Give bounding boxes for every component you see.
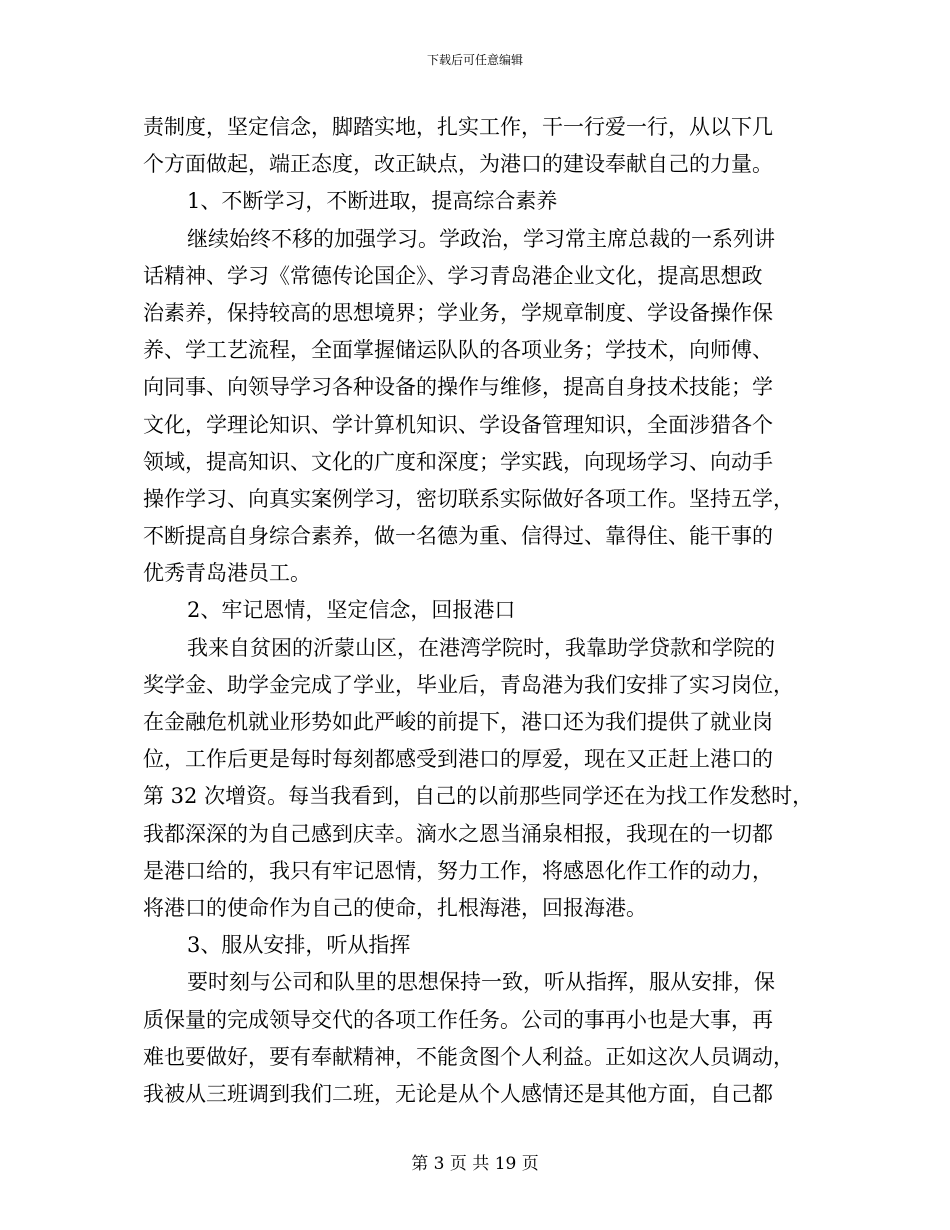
text-line: 质保量的完成领导交代的各项工作任务。公司的事再小也是大事，再 bbox=[143, 1007, 773, 1032]
text-line: 我被从三班调到我们二班，无论是从个人感情还是其他方面，自己都 bbox=[143, 1081, 773, 1106]
text-line: 在金融危机就业形势如此严峻的前提下，港口还为我们提供了就业岗 bbox=[143, 710, 773, 734]
page-footer: 第 3 页 共 19 页 bbox=[411, 1154, 539, 1174]
text-line: 第 32 次增资。每当我看到，自己的以前那些同学还在为找工作发愁时， bbox=[143, 784, 814, 809]
text-line: 我都深深的为自己感到庆幸。滴水之恩当涌泉相报，我现在的一切都 bbox=[143, 821, 773, 846]
page-header: 下载后可任意编辑 bbox=[426, 53, 523, 67]
text-line: 不断提高自身综合素养，做一名德为重、信得过、靠得住、能干事的 bbox=[143, 524, 773, 549]
text-line: 2、牢记恩情，坚定信念，回报港口 bbox=[187, 598, 516, 623]
text-line: 要时刻与公司和队里的思想保持一致，听从指挥，服从安排，保 bbox=[187, 970, 775, 995]
text-line: 位，工作后更是每时每刻都感受到港口的厚爱，现在又正赶上港口的 bbox=[143, 747, 773, 772]
text-line: 3、服从安排，听从指挥 bbox=[187, 933, 411, 958]
text-line: 领域，提高知识、文化的广度和深度；学实践，向现场学习、向动手 bbox=[143, 449, 773, 474]
text-line: 责制度，坚定信念，脚踏实地，扎实工作，干一行爱一行，从以下几 bbox=[143, 115, 773, 139]
text-line: 我来自贫困的沂蒙山区，在港湾学院时，我靠助学贷款和学院的 bbox=[187, 635, 775, 660]
text-line: 是港口给的，我只有牢记恩情，努力工作，将感恩化作工作的动力， bbox=[143, 858, 773, 883]
text-line: 治素养，保持较高的思想境界；学业务，学规章制度、学设备操作保 bbox=[143, 300, 773, 325]
text-line: 养、学工艺流程，全面掌握储运队队的各项业务；学技术，向师傅、 bbox=[143, 338, 773, 363]
text-line: 优秀青岛港员工。 bbox=[143, 561, 311, 586]
text-line: 文化，学理论知识、学计算机知识、学设备管理知识，全面涉猎各个 bbox=[143, 412, 773, 437]
text-line: 奖学金、助学金完成了学业，毕业后，青岛港为我们安排了实习岗位， bbox=[143, 672, 794, 697]
text-line: 个方面做起，端正态度，改正缺点，为港口的建设奉献自己的力量。 bbox=[143, 152, 773, 177]
text-line: 难也要做好，要有奉献精神，不能贪图个人利益。正如这次人员调动， bbox=[143, 1044, 794, 1069]
text-line: 话精神、学习《常德传论国企》、学习青岛港企业文化，提高思想政 bbox=[143, 263, 763, 288]
text-line: 操作学习、向真实案例学习，密切联系实际做好各项工作。坚持五学， bbox=[143, 486, 794, 511]
document-body bbox=[143, 109, 815, 1113]
text-line: 将港口的使命作为自己的使命，扎根海港，回报海港。 bbox=[143, 895, 647, 920]
text-line: 继续始终不移的加强学习。学政治，学习常主席总裁的一系列讲 bbox=[187, 226, 775, 251]
text-line: 向同事、向领导学习各种设备的操作与维修，提高自身技术技能；学 bbox=[143, 375, 773, 400]
text-line: 1、不断学习，不断进取，提高综合素养 bbox=[187, 189, 558, 214]
